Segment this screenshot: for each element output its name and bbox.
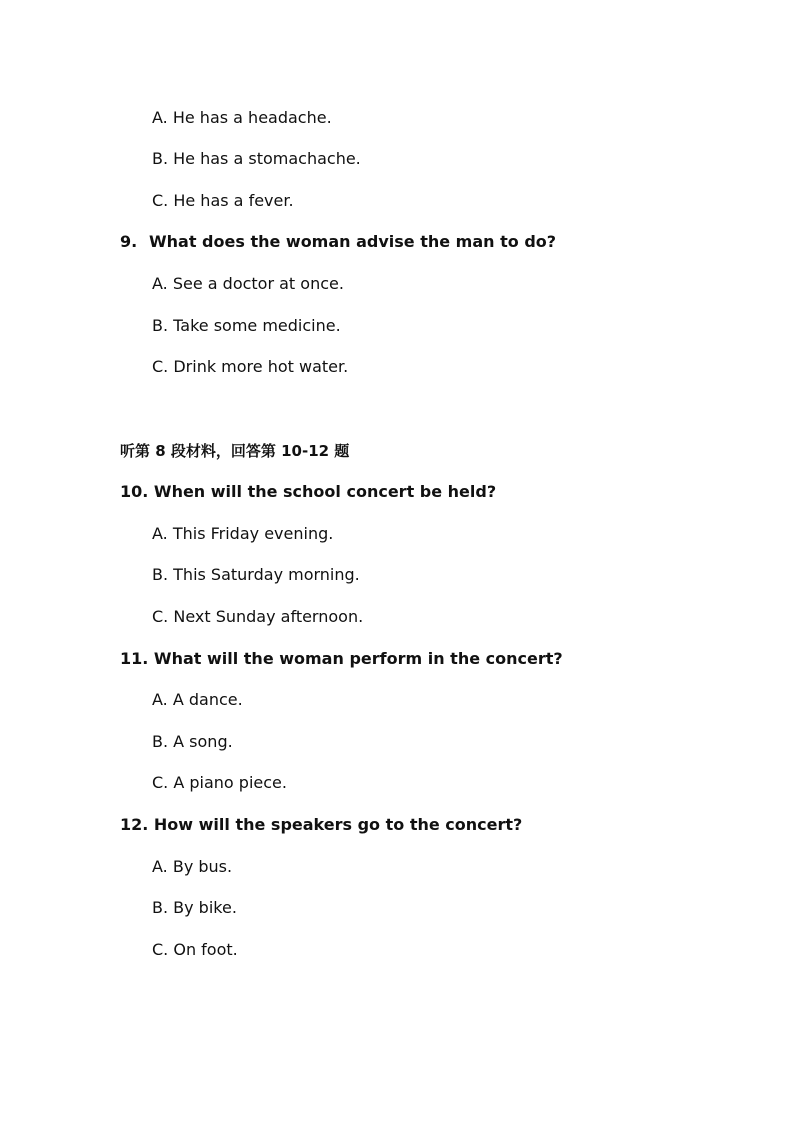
q11-option-c: C. A piano piece.	[152, 773, 287, 792]
q8-option-c: C. He has a fever.	[152, 191, 294, 210]
q9-text: What does the woman advise the man to do?	[149, 232, 557, 251]
q9-number: 9.	[120, 232, 138, 251]
q12-option-a: A. By bus.	[152, 857, 233, 876]
q12-question: 12. How will the speakers go to the concert?	[120, 815, 523, 834]
section-heading: 听第 8 段材料，回答第 10-12 题	[120, 442, 350, 460]
q12-option-c: C. On foot.	[152, 940, 238, 959]
q11-question: 11. What will the woman perform in the concert?	[120, 649, 563, 668]
q11-option-b: B. A song.	[152, 732, 233, 751]
q11-option-a: A. A dance.	[152, 690, 243, 709]
q8-option-a: A. He has a headache.	[152, 108, 332, 127]
q9-option-a: A. See a doctor at once.	[152, 274, 344, 293]
q9-option-b: B. Take some medicine.	[152, 316, 341, 335]
q9-question	[120, 232, 556, 252]
q10-option-a: A. This Friday evening.	[152, 524, 334, 543]
q10-option-c: C. Next Sunday afternoon.	[152, 607, 364, 626]
q8-option-b: B. He has a stomachache.	[152, 149, 361, 168]
q9-option-c: C. Drink more hot water.	[152, 357, 349, 376]
q12-option-b: B. By bike.	[152, 898, 237, 917]
q10-option-b: B. This Saturday morning.	[152, 565, 360, 584]
q10-question: 10. When will the school concert be held?	[120, 482, 497, 501]
